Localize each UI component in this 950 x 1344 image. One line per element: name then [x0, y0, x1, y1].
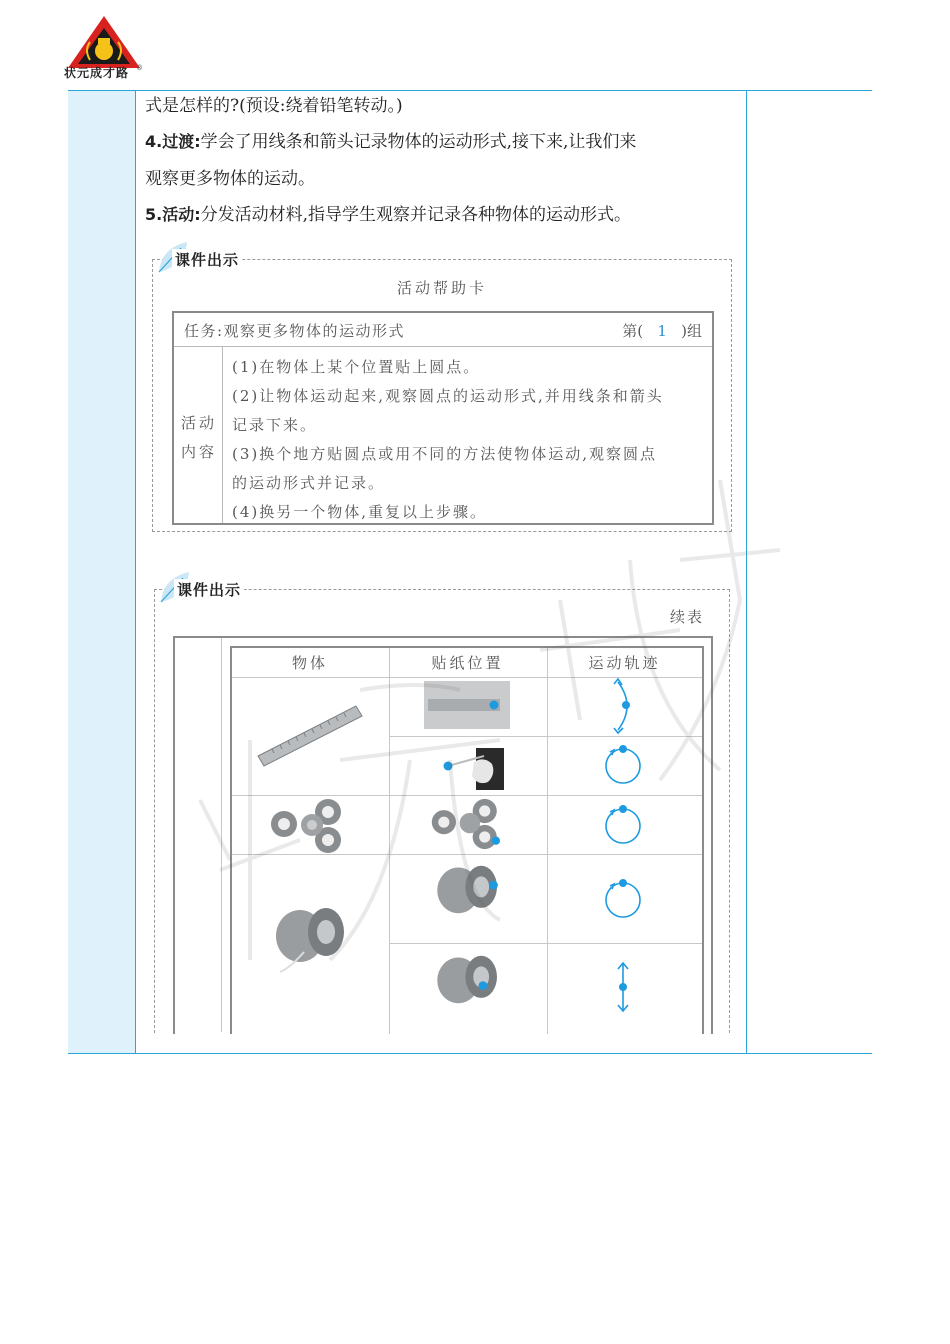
- header-sticker-position: 贴纸位置: [431, 654, 504, 672]
- ruler-icon: [252, 698, 366, 770]
- step-4-text: 学会了用线条和箭头记录物体的运动形式,接下来,让我们来: [200, 132, 637, 152]
- step-4-label: 4.过渡:: [145, 132, 201, 151]
- table-line: [232, 795, 702, 796]
- table-line: [547, 648, 548, 1034]
- step-line: (2)让物体运动起来,观察圆点的运动形式,并用线条和箭头: [232, 387, 664, 405]
- left-column: [68, 91, 135, 1054]
- circle-track-icon: [602, 742, 644, 786]
- yoyo-sticker-image-2: [432, 950, 504, 1016]
- continued-label: 续表: [670, 608, 705, 626]
- step-line: (4)换另一个物体,重复以上步骤。: [232, 503, 488, 521]
- step-line: 的运动形式并记录。: [232, 474, 386, 492]
- step-line: (1)在物体上某个位置贴上圆点。: [232, 358, 481, 376]
- spinner-sticker-image: [428, 798, 508, 850]
- column-divider-left: [135, 91, 136, 1054]
- lesson-step-5: [145, 204, 631, 226]
- column-divider-right: [746, 91, 747, 1054]
- ruler-sticker-image: [424, 681, 510, 729]
- fidget-spinner-icon: [268, 798, 352, 854]
- circle-track-icon: [602, 802, 644, 846]
- table-line: [232, 854, 702, 855]
- activity-help-card: [172, 311, 714, 525]
- ruler-hand-sticker-image: [436, 744, 504, 790]
- arc-swing-track-icon: [604, 676, 644, 736]
- step-5-text: 分发活动材料,指导学生观察并记录各种物体的运动形式。: [200, 205, 632, 225]
- header-motion-track: 运动轨迹: [588, 654, 661, 672]
- circle-track-icon: [602, 876, 644, 920]
- step-line: 记录下来。: [232, 416, 318, 434]
- card-title: 活动帮助卡: [396, 279, 487, 297]
- brand-name: 状元成才路: [64, 66, 130, 80]
- activity-steps: [232, 353, 707, 527]
- activity-content-label: 活动内容: [181, 414, 218, 461]
- task-text: 任务:观察更多物体的运动形式: [184, 322, 406, 340]
- courseware-tag-1: 课件出示: [172, 249, 242, 270]
- lesson-step-4: [145, 131, 636, 153]
- task-row: [174, 313, 712, 347]
- yoyo-icon: [270, 902, 352, 976]
- top-rule: [68, 90, 872, 91]
- up-down-track-icon: [612, 960, 634, 1014]
- lesson-line-1: 式是怎样的?(预设:绕着铅笔转动。): [145, 96, 403, 116]
- courseware-tag-2: 课件出示: [174, 579, 244, 600]
- table-line: [389, 648, 390, 1034]
- step-5-label: 5.活动:: [145, 205, 201, 224]
- outer-table-divider: [221, 638, 222, 1032]
- yoyo-sticker-image-1: [432, 860, 504, 926]
- header-object: 物体: [291, 654, 328, 672]
- group-number: 第( 1 )组: [622, 322, 702, 340]
- table-line: [389, 736, 702, 737]
- lesson-step-4-cont: 观察更多物体的运动。: [145, 169, 315, 189]
- registered-mark: ®: [136, 64, 143, 72]
- activity-content-cell: [174, 347, 223, 523]
- step-line: (3)换个地方贴圆点或用不同的方法使物体运动,观察圆点: [232, 445, 658, 463]
- table-line: [389, 943, 702, 944]
- bottom-rule: [68, 1053, 872, 1054]
